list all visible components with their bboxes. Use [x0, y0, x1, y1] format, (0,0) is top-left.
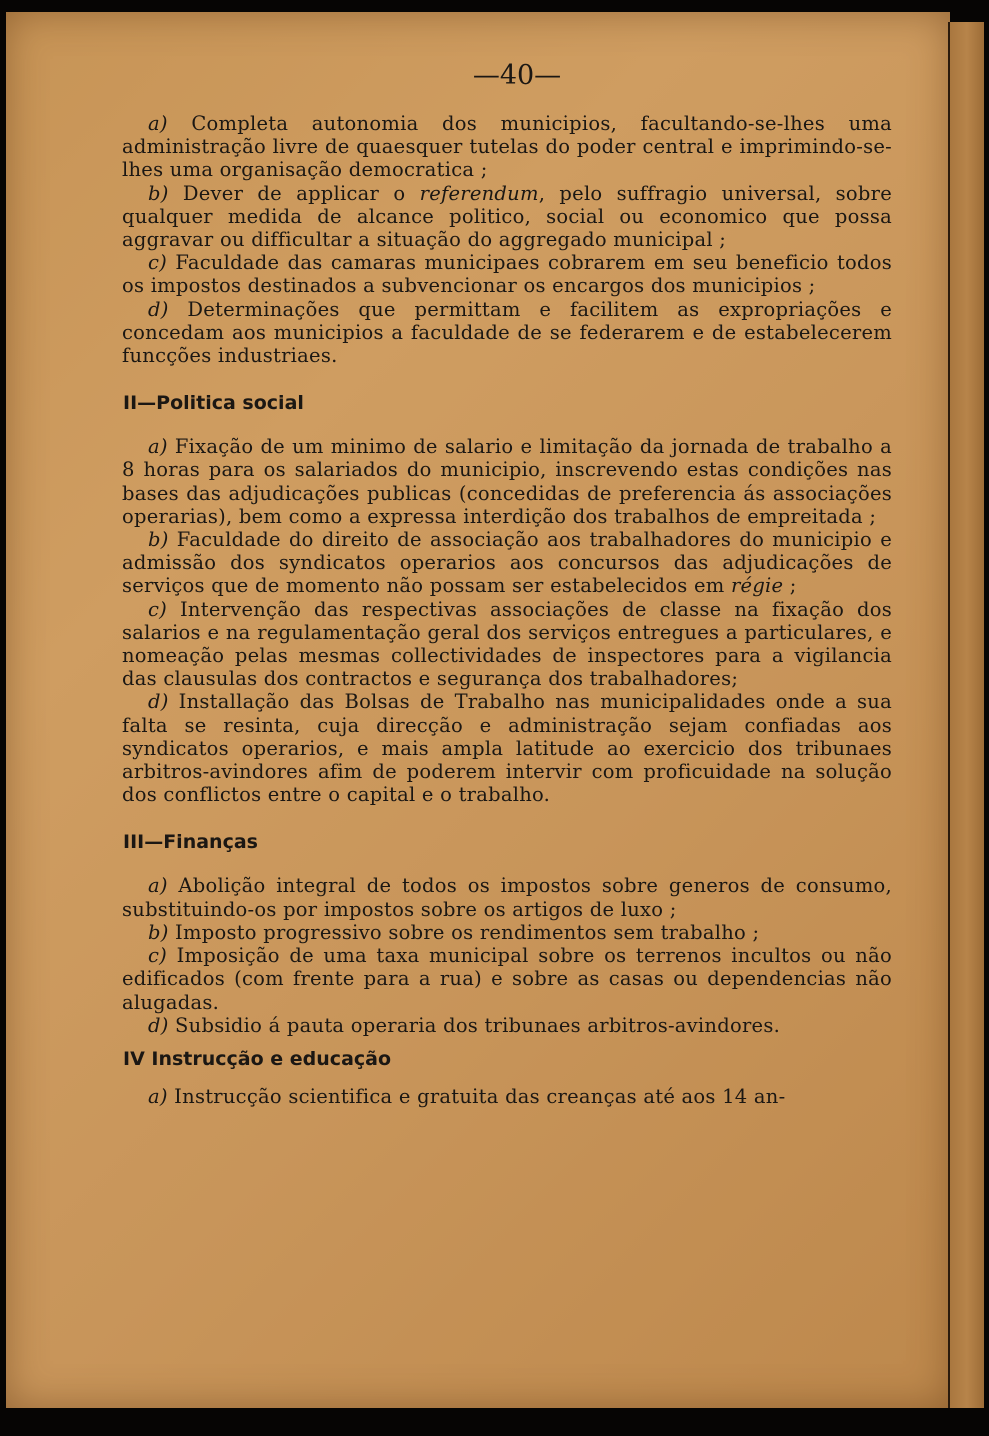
- item-label: a): [148, 112, 168, 135]
- item-text: Installação das Bolsas de Trabalho nas municipalidades onde a sua falta se resinta, cuja direcção e administração sejam confiadas aos syndicatos operarios, e mais ampla latitude ao exercicio dos tribunaes arbitros-avindores afim de poderem intervir com proficuidade na solução dos conflictos entre o capital e o trabalho.: [122, 690, 892, 807]
- item-label: a): [148, 1084, 168, 1108]
- item-text: Subsidio á pauta operaria dos tribunaes arbitros-avindores.: [168, 1013, 781, 1037]
- section-heading-education: IV Instrucção e educação: [123, 1047, 392, 1070]
- item-emphasis: régie: [730, 574, 784, 598]
- item-label: b): [148, 920, 169, 944]
- item-emphasis: referendum: [419, 181, 539, 205]
- item-4a: [122, 1085, 892, 1108]
- item-text: Intervenção das respectivas associações de classe na fixação dos salarios e na regulamentação geral dos serviços entregues a particulares, e nomeação pelas mesmas collectividades de inspectores para a vigilancia das clausulas dos contractos e segurança dos trabalhadores;: [122, 597, 892, 691]
- page-number: —40—: [472, 60, 562, 91]
- item-text: ;: [783, 574, 797, 598]
- item-label: c): [148, 251, 168, 275]
- item-3a: [122, 874, 892, 920]
- item-3d: [122, 1014, 892, 1037]
- item-2b: [122, 528, 892, 598]
- item-text: Imposto progressivo sobre os rendimentos sem trabalho ;: [168, 920, 760, 944]
- item-text: Completa autonomia dos municipios, facultando-se-lhes uma administração livre de quaesquer tutelas do poder central e imprimindo-se-lhes uma organisação democratica ;: [122, 112, 892, 182]
- item-label: b): [148, 528, 169, 552]
- item-text: Imposição de uma taxa municipal sobre os terrenos incultos ou não edificados (com frente para a rua) e sobre as casas ou dependencias não alugadas.: [122, 944, 892, 1014]
- item-label: d): [148, 297, 169, 321]
- page-content: [122, 60, 892, 1108]
- item-1b: [122, 182, 892, 252]
- item-text: Fixação de um minimo de salario e limitação da jornada de trabalho a 8 horas para os salariados do municipio, inscrevendo estas condições nas bases das adjudicações publicas (concedidas de preferencia ás associações operarias), bem como a expressa interdição dos trabalhos de empreitada ;: [122, 435, 892, 528]
- item-text: Faculdade do direito de associação aos trabalhadores do municipio e admissão dos syndicatos operarios aos concursos das adjudicações de serviços que de momento não possam ser estabelecidos em: [122, 528, 892, 598]
- item-1d: [122, 298, 892, 368]
- item-text: Determinações que permittam e facilitem as expropriações e concedam aos municipios a faculdade de se federarem e de estabelecerem funcções industriaes.: [122, 297, 892, 368]
- item-3c: [122, 944, 892, 1014]
- item-label: a): [148, 874, 168, 898]
- item-label: d): [148, 1013, 169, 1037]
- item-text: Instrucção scientifica e gratuita das creanças até aos 14 an-: [167, 1084, 786, 1108]
- section-heading-social: II—Politica social: [123, 392, 304, 415]
- section-heading-finance: III—Finanças: [123, 831, 258, 854]
- item-2a: [122, 435, 892, 528]
- item-1a: [122, 112, 892, 182]
- item-label: d): [148, 690, 169, 714]
- item-2d: [122, 690, 892, 806]
- item-label: b): [148, 181, 169, 205]
- item-1c: [122, 251, 892, 297]
- item-2c: [122, 598, 892, 691]
- item-text: , pelo suffragio universal, sobre qualquer medida de alcance politico, social ou economico que possa aggravar ou difficultar a situação do aggregado municipal ;: [122, 181, 892, 252]
- adjacent-page-edge: [950, 22, 984, 1408]
- item-label: a): [148, 435, 168, 459]
- item-text: Faculdade das camaras municipaes cobrarem em seu beneficio todos os impostos destinados a subvencionar os encargos dos municipios ;: [122, 251, 892, 298]
- item-text: Dever de applicar o: [168, 181, 420, 205]
- item-label: c): [148, 597, 168, 621]
- item-label: c): [148, 944, 168, 968]
- item-text: Abolição integral de todos os impostos sobre generos de consumo, substituindo-os por impostos sobre os artigos de luxo ;: [122, 874, 892, 921]
- item-3b: [122, 921, 892, 944]
